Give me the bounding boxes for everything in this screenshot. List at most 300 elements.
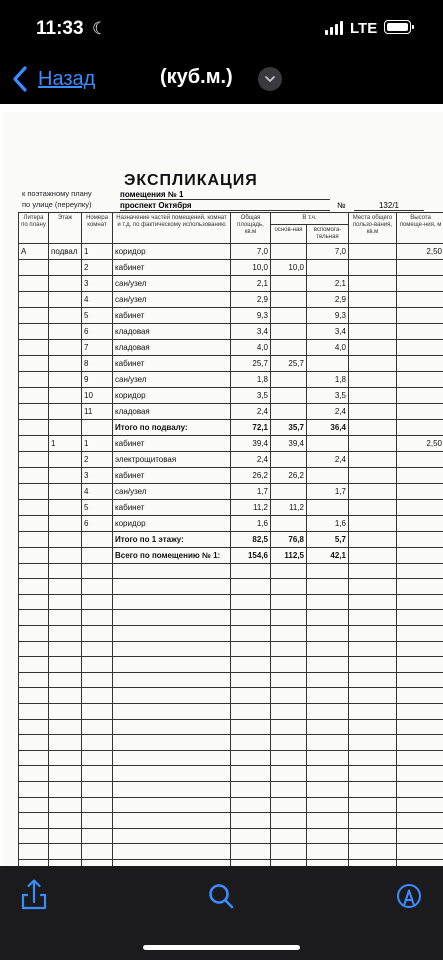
cell-room-name: кабинет [113, 499, 231, 515]
empty-cell [113, 719, 231, 735]
header-total-area: Общая площадь, кв.м [231, 213, 271, 244]
document-view[interactable] [0, 104, 443, 866]
empty-row [19, 626, 443, 642]
cell-aux-area: 4,0 [307, 339, 349, 355]
empty-cell [19, 719, 49, 735]
empty-cell [82, 657, 113, 673]
empty-cell [231, 719, 271, 735]
empty-cell [49, 844, 82, 860]
empty-row [19, 781, 443, 797]
cell-common-area [349, 435, 397, 451]
cell-main-area: 25,7 [271, 355, 307, 371]
battery-icon [384, 20, 411, 34]
empty-cell [307, 750, 349, 766]
empty-cell [113, 579, 231, 595]
empty-cell [271, 704, 307, 720]
cell-height [397, 451, 443, 467]
cell-floor [49, 275, 82, 291]
header-including: В т.ч. [271, 213, 349, 225]
cell-floor [49, 323, 82, 339]
empty-cell [307, 579, 349, 595]
cell-height [397, 371, 443, 387]
empty-cell [397, 672, 443, 688]
empty-cell [349, 844, 397, 860]
empty-cell [271, 828, 307, 844]
title-menu-button[interactable] [258, 67, 282, 91]
cell-main-area [271, 275, 307, 291]
cell-total-area: 2,4 [231, 403, 271, 419]
cell-aux-area: 3,5 [307, 387, 349, 403]
street-label: по улице (переулку) [22, 200, 92, 209]
cell-litera [19, 307, 49, 323]
empty-cell [82, 672, 113, 688]
cell-height [397, 531, 443, 547]
cell-total-area: 4,0 [231, 339, 271, 355]
empty-cell [19, 688, 49, 704]
table-row [19, 387, 443, 403]
cell-main-area [271, 371, 307, 387]
empty-cell [271, 610, 307, 626]
cell-total-area: 39,4 [231, 435, 271, 451]
back-button[interactable] [10, 64, 95, 94]
cell-total-area: 1,8 [231, 371, 271, 387]
empty-cell [82, 626, 113, 642]
cell-height: 2,50 [397, 243, 443, 259]
cell-floor: подвал [49, 243, 82, 259]
cell-common-area [349, 291, 397, 307]
cell-room-name: кладовая [113, 323, 231, 339]
cell-main-area [271, 483, 307, 499]
empty-cell [349, 766, 397, 782]
empty-row [19, 688, 443, 704]
empty-cell [397, 626, 443, 642]
cell-main-area: 76,8 [271, 531, 307, 547]
empty-cell [271, 844, 307, 860]
empty-cell [113, 610, 231, 626]
cell-room-name: кабинет [113, 355, 231, 371]
table-row [19, 355, 443, 371]
empty-cell [49, 813, 82, 829]
empty-row [19, 750, 443, 766]
empty-cell [113, 594, 231, 610]
cell-height: 2,50 [397, 435, 443, 451]
table-row [19, 275, 443, 291]
empty-cell [349, 813, 397, 829]
cell-common-area [349, 323, 397, 339]
cell-common-area [349, 387, 397, 403]
empty-cell [82, 610, 113, 626]
table-row [19, 467, 443, 483]
empty-cell [307, 813, 349, 829]
cell-room-number [82, 419, 113, 435]
cell-height [397, 499, 443, 515]
cell-litera [19, 403, 49, 419]
table-body [19, 243, 443, 866]
empty-cell [113, 626, 231, 642]
cell-aux-area: 5,7 [307, 531, 349, 547]
cell-room-name: кабинет [113, 259, 231, 275]
cell-floor [49, 547, 82, 563]
empty-cell [397, 735, 443, 751]
cell-room-name: кладовая [113, 403, 231, 419]
search-button[interactable] [200, 876, 244, 920]
empty-cell [113, 766, 231, 782]
cell-common-area [349, 483, 397, 499]
cell-common-area [349, 419, 397, 435]
table-row [19, 403, 443, 419]
cell-main-area: 35,7 [271, 419, 307, 435]
empty-cell [49, 797, 82, 813]
floor-plan-label: к поэтажному плану [22, 189, 92, 198]
cell-room-name: коридор [113, 387, 231, 403]
empty-row [19, 672, 443, 688]
empty-row [19, 828, 443, 844]
empty-cell [19, 563, 49, 579]
cell-room-number: 8 [82, 355, 113, 371]
cell-room-number: 2 [82, 259, 113, 275]
empty-cell [49, 704, 82, 720]
cell-room-number: 4 [82, 483, 113, 499]
cell-total-area: 82,5 [231, 531, 271, 547]
empty-cell [231, 750, 271, 766]
empty-cell [349, 641, 397, 657]
bottom-toolbar [0, 866, 443, 960]
share-button[interactable] [12, 880, 56, 924]
empty-cell [82, 579, 113, 595]
cell-height [397, 307, 443, 323]
empty-cell [231, 626, 271, 642]
empty-cell [231, 579, 271, 595]
street-value: проспект Октября [120, 201, 330, 211]
empty-cell [271, 813, 307, 829]
empty-cell [231, 781, 271, 797]
empty-cell [231, 610, 271, 626]
cell-room-number: 6 [82, 323, 113, 339]
cell-floor: 1 [49, 435, 82, 451]
cell-floor [49, 483, 82, 499]
header-purpose: Назначение частей помещений, комнат и т.д. по фактическому использованию [113, 213, 231, 244]
empty-cell [231, 704, 271, 720]
empty-cell [231, 672, 271, 688]
cell-common-area [349, 547, 397, 563]
empty-cell [397, 828, 443, 844]
empty-cell [271, 688, 307, 704]
cell-common-area [349, 339, 397, 355]
empty-cell [82, 735, 113, 751]
empty-row [19, 563, 443, 579]
header-common-areas: Места общего пользо-вания, кв.м [349, 213, 397, 244]
cell-main-area: 112,5 [271, 547, 307, 563]
cell-height [397, 323, 443, 339]
empty-cell [397, 844, 443, 860]
empty-cell [231, 766, 271, 782]
empty-cell [231, 641, 271, 657]
cell-common-area [349, 355, 397, 371]
empty-cell [397, 610, 443, 626]
empty-cell [19, 844, 49, 860]
cell-litera [19, 355, 49, 371]
empty-cell [49, 563, 82, 579]
table-row [19, 451, 443, 467]
cell-room-number: 1 [82, 243, 113, 259]
cell-main-area: 26,2 [271, 467, 307, 483]
cell-room-number: 4 [82, 291, 113, 307]
cell-main-area [271, 451, 307, 467]
empty-cell [231, 563, 271, 579]
cell-room-name: кабинет [113, 467, 231, 483]
cell-litera [19, 515, 49, 531]
empty-cell [82, 781, 113, 797]
cell-room-name: кабинет [113, 307, 231, 323]
subtotal-row [19, 419, 443, 435]
empty-cell [397, 579, 443, 595]
cell-common-area [349, 371, 397, 387]
empty-cell [349, 672, 397, 688]
moon-icon: ☾ [92, 19, 108, 38]
cell-main-area [271, 307, 307, 323]
cell-common-area [349, 515, 397, 531]
empty-cell [82, 641, 113, 657]
cell-height [397, 387, 443, 403]
empty-cell [19, 610, 49, 626]
number-value: 132/1 [354, 201, 424, 211]
header-floor: Этаж [49, 213, 82, 244]
cell-total-area: 9,3 [231, 307, 271, 323]
empty-cell [349, 704, 397, 720]
empty-cell [49, 719, 82, 735]
empty-cell [82, 704, 113, 720]
cell-total-area: 2,9 [231, 291, 271, 307]
empty-cell [49, 594, 82, 610]
cell-room-name: кладовая [113, 339, 231, 355]
cell-room-number: 11 [82, 403, 113, 419]
cell-litera [19, 531, 49, 547]
empty-cell [397, 563, 443, 579]
cell-room-name: кабинет [113, 435, 231, 451]
cell-aux-area [307, 259, 349, 275]
empty-cell [231, 844, 271, 860]
cell-floor [49, 499, 82, 515]
cell-aux-area: 7,0 [307, 243, 349, 259]
status-bar [0, 0, 443, 58]
header-main-area: основ-ная [271, 224, 307, 243]
cell-aux-area [307, 467, 349, 483]
empty-cell [82, 766, 113, 782]
empty-cell [113, 735, 231, 751]
cell-height [397, 547, 443, 563]
cell-aux-area [307, 355, 349, 371]
empty-row [19, 844, 443, 860]
cell-floor [49, 451, 82, 467]
cell-main-area [271, 243, 307, 259]
empty-cell [231, 688, 271, 704]
empty-cell [307, 626, 349, 642]
table-row [19, 483, 443, 499]
subtotal-row [19, 531, 443, 547]
cell-floor [49, 307, 82, 323]
empty-cell [231, 828, 271, 844]
cell-common-area [349, 307, 397, 323]
chevron-left-icon [10, 64, 30, 94]
cell-room-number: 6 [82, 515, 113, 531]
cell-floor [49, 403, 82, 419]
cell-room-number: 2 [82, 451, 113, 467]
empty-cell [19, 750, 49, 766]
cell-floor [49, 371, 82, 387]
markup-button[interactable] [387, 876, 431, 920]
document-title[interactable]: (куб.м.) [160, 66, 233, 88]
empty-cell [349, 563, 397, 579]
cell-litera [19, 419, 49, 435]
empty-cell [82, 719, 113, 735]
status-time: 11:33 [36, 18, 84, 39]
empty-cell [19, 672, 49, 688]
cell-height [397, 467, 443, 483]
empty-cell [397, 781, 443, 797]
header-rooms: Номера комнат [82, 213, 113, 244]
empty-cell [271, 781, 307, 797]
cell-height [397, 275, 443, 291]
empty-cell [349, 688, 397, 704]
cell-aux-area: 2,9 [307, 291, 349, 307]
cell-litera [19, 275, 49, 291]
cell-room-name: сан/узел [113, 275, 231, 291]
cell-main-area [271, 515, 307, 531]
empty-cell [307, 844, 349, 860]
cell-total-area: 26,2 [231, 467, 271, 483]
empty-cell [231, 813, 271, 829]
table-row [19, 499, 443, 515]
empty-row [19, 641, 443, 657]
cell-litera [19, 371, 49, 387]
cell-total-area: 72,1 [231, 419, 271, 435]
cell-total-area: 154,6 [231, 547, 271, 563]
cell-total-area: 3,5 [231, 387, 271, 403]
empty-cell [271, 579, 307, 595]
empty-cell [307, 704, 349, 720]
empty-cell [82, 813, 113, 829]
cell-total-area: 1,7 [231, 483, 271, 499]
cell-room-name: Итого по 1 этажу: [113, 531, 231, 547]
empty-row [19, 610, 443, 626]
cell-aux-area [307, 499, 349, 515]
empty-cell [271, 563, 307, 579]
empty-cell [49, 688, 82, 704]
empty-cell [397, 719, 443, 735]
cell-floor [49, 259, 82, 275]
doc-heading: ЭКСПЛИКАЦИЯ [124, 172, 258, 189]
empty-cell [397, 766, 443, 782]
empty-cell [349, 828, 397, 844]
empty-cell [19, 704, 49, 720]
empty-cell [82, 828, 113, 844]
empty-cell [397, 813, 443, 829]
empty-cell [271, 641, 307, 657]
scanned-page [2, 112, 443, 866]
cell-litera [19, 291, 49, 307]
empty-cell [113, 781, 231, 797]
empty-cell [82, 594, 113, 610]
empty-cell [19, 781, 49, 797]
cell-litera [19, 499, 49, 515]
empty-cell [271, 594, 307, 610]
cell-room-number: 5 [82, 499, 113, 515]
cell-height [397, 291, 443, 307]
cell-total-area: 2,1 [231, 275, 271, 291]
cell-common-area [349, 275, 397, 291]
cell-aux-area: 2,1 [307, 275, 349, 291]
cell-common-area [349, 451, 397, 467]
empty-cell [271, 750, 307, 766]
cell-main-area [271, 291, 307, 307]
empty-row [19, 797, 443, 813]
cell-total-area: 10,0 [231, 259, 271, 275]
cell-floor [49, 387, 82, 403]
empty-row [19, 766, 443, 782]
empty-cell [113, 813, 231, 829]
empty-cell [271, 672, 307, 688]
cell-main-area [271, 387, 307, 403]
cell-litera [19, 323, 49, 339]
empty-cell [49, 828, 82, 844]
empty-cell [307, 735, 349, 751]
cell-height [397, 515, 443, 531]
cell-floor [49, 339, 82, 355]
empty-cell [307, 657, 349, 673]
empty-cell [82, 750, 113, 766]
cell-total-area: 3,4 [231, 323, 271, 339]
empty-cell [349, 579, 397, 595]
cell-aux-area: 1,8 [307, 371, 349, 387]
empty-row [19, 813, 443, 829]
cell-main-area: 11,2 [271, 499, 307, 515]
cell-room-number: 3 [82, 275, 113, 291]
empty-cell [271, 626, 307, 642]
cell-floor [49, 355, 82, 371]
cell-floor [49, 291, 82, 307]
empty-cell [397, 797, 443, 813]
cell-main-area: 39,4 [271, 435, 307, 451]
empty-cell [49, 672, 82, 688]
empty-cell [271, 797, 307, 813]
empty-cell [307, 610, 349, 626]
explication-table [18, 212, 443, 866]
cell-litera [19, 451, 49, 467]
empty-cell [307, 766, 349, 782]
table-row [19, 339, 443, 355]
empty-row [19, 719, 443, 735]
cell-total-area: 25,7 [231, 355, 271, 371]
cell-room-name: коридор [113, 243, 231, 259]
cell-litera [19, 547, 49, 563]
empty-cell [49, 579, 82, 595]
empty-cell [49, 750, 82, 766]
table-row [19, 435, 443, 451]
empty-cell [397, 750, 443, 766]
empty-cell [397, 688, 443, 704]
cell-main-area [271, 339, 307, 355]
cell-litera [19, 483, 49, 499]
cell-main-area [271, 323, 307, 339]
cell-height [397, 419, 443, 435]
cell-floor [49, 515, 82, 531]
cell-room-number: 3 [82, 467, 113, 483]
table-row [19, 371, 443, 387]
empty-cell [113, 657, 231, 673]
home-indicator [143, 945, 300, 950]
cell-litera [19, 435, 49, 451]
cell-main-area [271, 403, 307, 419]
